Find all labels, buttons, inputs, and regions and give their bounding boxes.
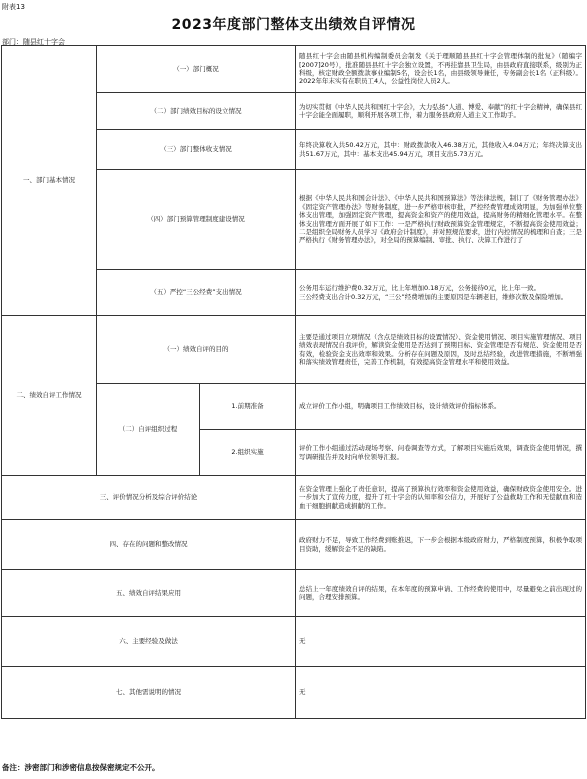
- table-row: [2, 520, 586, 570]
- footnote: 备注：涉密部门和涉密信息按保密规定不公开。: [2, 763, 160, 772]
- row-text: 随县红十字会由随县机构编制委员会制发《关于理顺随县县红十字会管理体制的批复》（随编字[2007]20号），批准随县县红十字会独立设置，不再挂靠县卫生局，由县政府直接联系，级别为正科级，核定财政全额拨款事业编制5名，设会长1名，由县级领导兼任，专务副会长1名（正科级）。2022年年末实有在职员工4人，公益性岗位人员2人。: [296, 46, 586, 93]
- analysis-label: 三、评价情况分析及综合评价结论: [2, 476, 296, 520]
- section-basic-label: 一、部门基本情况: [2, 46, 97, 316]
- table-row: [2, 570, 586, 617]
- org-process-label: （二）自评组织过程: [97, 384, 200, 476]
- prep-label: 1.前期准备: [200, 384, 296, 430]
- row-label: （二）部门绩效目标的设立情况: [97, 93, 296, 130]
- self-evaluation-table: [1, 45, 586, 719]
- department-label: 部门：随县红十字会: [2, 38, 65, 46]
- other-label: 七、其他需说明的情况: [2, 667, 296, 719]
- purpose-label: （一）绩效自评的目的: [97, 316, 296, 384]
- experience-label: 六、主要经验及做法: [2, 617, 296, 667]
- application-text: 总结上一年度绩效自评的结果，在本年度的预算申请、工作经费的使用中，尽量避免之前出现过的问题，合理安排预算。: [296, 570, 586, 617]
- page-title: 2023年度部门整体支出绩效自评情况: [171, 17, 416, 33]
- row-label: （五）严控“三公经费”支出情况: [97, 270, 296, 316]
- table-row: [2, 316, 586, 384]
- section-self-eval-label: 二、绩效自评工作情况: [2, 316, 97, 476]
- row-text: 根据《中华人民共和国会计法》、《中华人民共和国预算法》等法律法规，制订了《财务管理办法》《固定资产管理办法》等财务制度，进一步严格审核审批，严控经费管理成效明显，为加强单位整体支出管理，加强固定资产管理，提高资金和资产的使用效益，提高财务的精细化管理水平。在整体支出管理方面开展了如下工作：一是严格执行财政预算资金管理规定，不断提高资金使用效益；二是组织全局财务人员学习《政府会计制度》，并对照规范要求，进行内控情况的梳理和自查；三是严格执行《财务管理办法》，对全局的预算编制、审批、执行、决算工作进行了: [296, 170, 586, 270]
- application-label: 五、绩效自评结果应用: [2, 570, 296, 617]
- analysis-text: 在资金管理上强化了责任意识，提高了预算执行效率和资金使用效益，确保财政资金使用安全。进一步加大了宣传力度，提升了红十字会的认知率和公信力，开展好了公益救助工作和无偿献血和造血干细胞捐献造成捐献的工作。: [296, 476, 586, 520]
- row-label: （一）部门概况: [97, 46, 296, 93]
- other-text: 无: [296, 667, 586, 719]
- table-row: [2, 476, 586, 520]
- prep-text: 成立评价工作小组，明确项目工作绩效目标，设计绩效评价指标体系。: [296, 384, 586, 430]
- problems-label: 四、存在的问题和整改情况: [2, 520, 296, 570]
- table-row: [2, 667, 586, 719]
- row-text: 公务用车运行维护费0.32万元，比上年增加0.18万元，公务接待0元，比上年一致。 三公经费支出合计0.32万元，“三公”经费增加的主要原因是车辆老旧，维修次数及保险增加。: [296, 270, 586, 316]
- row-label: （四）部门预算管理制度建设情况: [97, 170, 296, 270]
- problems-text: 政府财力不足，导致工作经费到账推迟，下一步会根据本级政府财力，严格制度预算，积极争取项目资助，缓解资金不足的缺陷。: [296, 520, 586, 570]
- table-row: [2, 617, 586, 667]
- purpose-text: 主要是通过项目立项情况（含点是绩效目标的设置情况）、资金使用情况、项目实施管理情况、项目绩效表现情况自我评价，解读资金使用是否达到了预期目标、资金管理是否有规范、资金使用是否有效，检验资金支出效率和效果。分析存在问题及原因，及时总结经验，改进管理措施，不断增强和落实绩效管理责任，完善工作机制，有效提高资金管理水平和使用效益。: [296, 316, 586, 384]
- experience-text: 无: [296, 617, 586, 667]
- row-label: （三）部门整体收支情况: [97, 130, 296, 170]
- impl-label: 2.组织实施: [200, 430, 296, 476]
- row-text: 为切实贯彻《中华人民共和国红十字会》，大力弘扬“人道、博爱、奉献”的红十字会精神，确保县红十字会能全面履职，顺利开展各项工作，着力服务县政府人道主义工作助手。: [296, 93, 586, 130]
- table-row: [2, 46, 586, 93]
- attachment-label: 附表13: [2, 3, 25, 11]
- row-text: 年终决算收入共50.42万元，其中：财政拨款收入46.38万元，其他收入4.04万元；年终决算支出共51.67万元，其中：基本支出45.94万元，项目支出5.73万元。: [296, 130, 586, 170]
- impl-text: 评价工作小组通过活动现场考察、问卷调查等方式，了解项目实施后效果，调查资金使用情况，撰写调研报告并及时向单位领导汇报。: [296, 430, 586, 476]
